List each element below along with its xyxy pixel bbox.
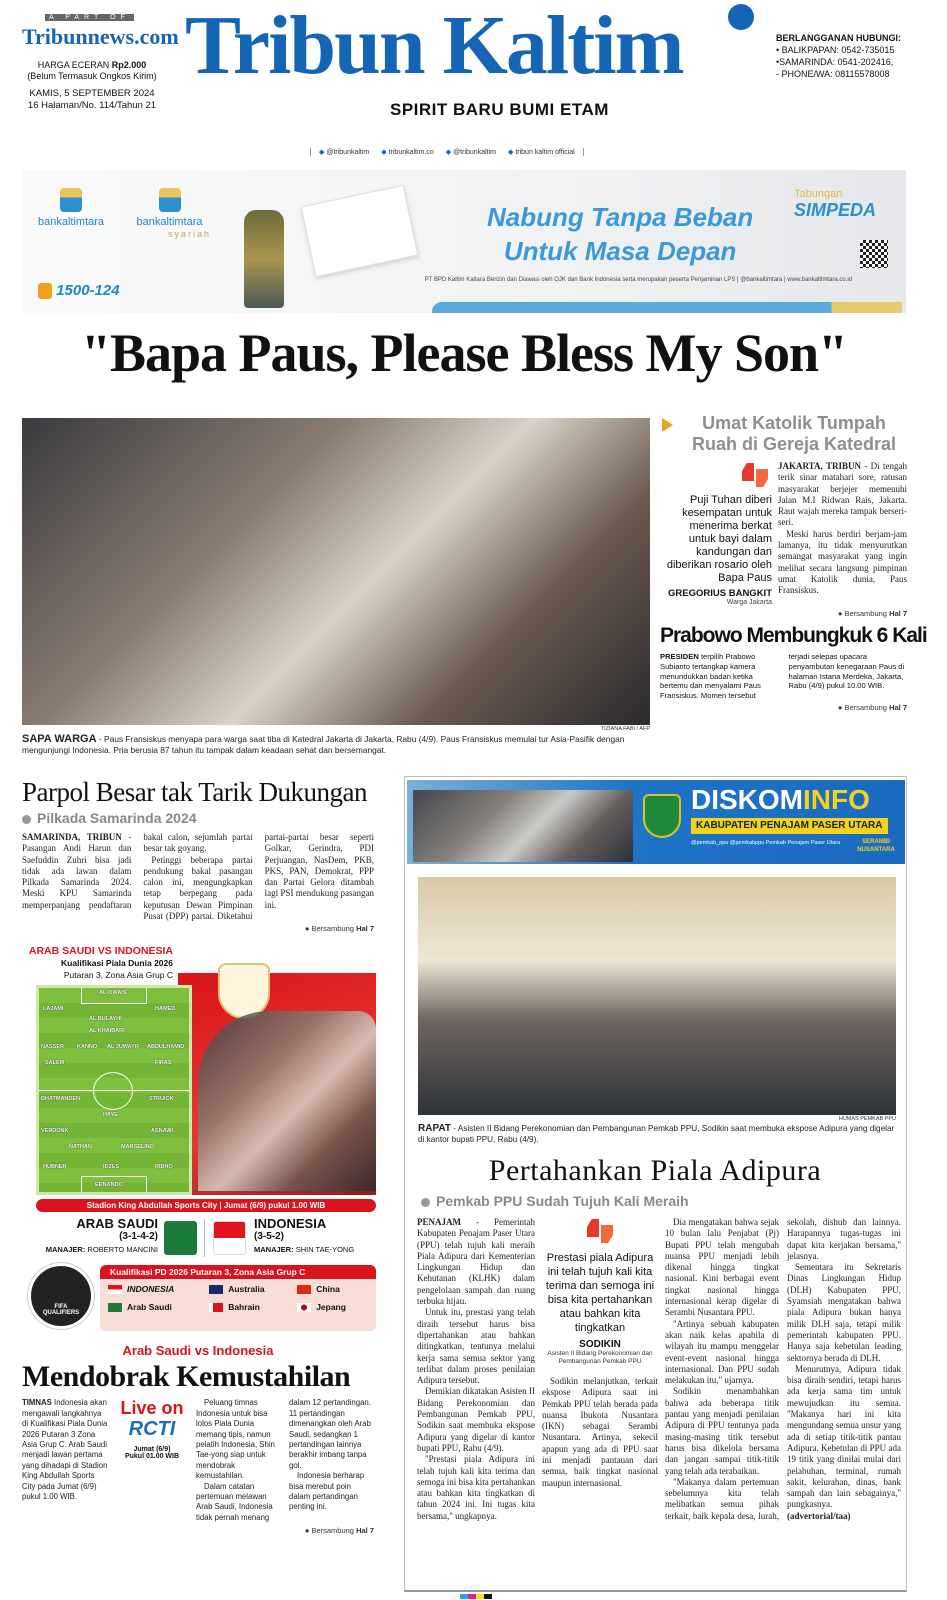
paragraph: - Pemerintah Kabupaten Penajam Paser Utara (PPU) telah tujuh kali meraih Piala Adipura dari Kementerian Lingkungan Hidup dan Kehutanan (KLHK) dalam pengelolaan sampah dan ruang terbuka hijau. (417, 1217, 535, 1307)
caption-text: - Paus Fransiskus menyapa para warga saat tiba di Katedral Jakarta di Jakarta, Rabu (4/9). Paus Fransiskus memulai tur Asia-Pasifik dengan mengunjungi Indonesia. Pria berusia 87 tahun itu tampak dalam keadaan sehat dan bersemangat. (22, 734, 625, 755)
masthead (0, 0, 947, 165)
lead-headline[interactable]: "Bapa Paus, Please Bless My Son" (80, 323, 848, 383)
adipura-headline: Pertahankan Piala Adipura (488, 1154, 822, 1187)
match-subtitle: Kualifikasi Piala Dunia 2026 (61, 958, 173, 969)
ad-disclaimer: PT BPD Kaltim Kaltara Berizin dan Diawasi oleh OJK dan Bank Indonesia serta merupakan peserta Penjaminan LPS | @bankaltimtara | www.bankaltimtara.co.id (424, 277, 852, 283)
social-bar (310, 148, 584, 156)
divider (204, 1219, 205, 1257)
price-value: Rp2.000 (111, 60, 147, 70)
flag-icon (209, 1303, 223, 1312)
ad-social: @bankaltimtara (740, 277, 783, 283)
team-formation: (3-5-2) (254, 1231, 285, 1243)
bullet-icon (421, 1198, 430, 1207)
flag-icon (209, 1285, 223, 1294)
simpeda-name: SIMPEDA (794, 200, 877, 220)
photo-credit: TIZIANA FABI / AFP (600, 726, 650, 732)
left-column (22, 776, 374, 1535)
parpol-body (22, 832, 374, 922)
paragraph: "Makanya dalam pertemuan sebelumnya kita telah melibatkan semua pihak terkait, baik kepala desa, lurah, sekolah, dishub dan lainnya. Harapannya tugas-tugas ini dapat kita kerjakan bersama," jelasnya. (665, 1217, 901, 1521)
prabowo-headline: Prabowo Membungkuk 6 Kali (660, 624, 927, 647)
ad-website: www.bankaltimtara.co.id (787, 277, 852, 283)
rcti-logo: RCTI (128, 1418, 176, 1441)
caption-text: - Asisten II Bidang Perekonomian dan Pembangunan Pemkab PPU, Sodikin saat membuka ekspose Adipura yang digelar di kantor bupati PPU, Rabu (4/9). (418, 1124, 895, 1144)
quote-icon (585, 1217, 615, 1247)
pull-quote (660, 461, 772, 606)
team-formation: (3-1-4-2) (119, 1231, 158, 1243)
continued-label: Bersambung (311, 924, 354, 934)
continued-label: Bersambung (844, 702, 887, 712)
bank-logo (38, 188, 104, 228)
manager-label: MANAJER: (254, 1245, 294, 1255)
social-label: @tribunkaltim (453, 149, 496, 156)
paragraph: Dia mengatakan bahwa sejak 10 bulan lalu Penjabat (Pj) Bupati PPU telah mengubah nuansa PPU menjadi lebih dikenal hingga tingkat nasional. Kini berbagai event tingkat nasional hingga internasional kerap digelar di Serambi Nusantara PPU. (665, 1217, 779, 1318)
pull-quote (542, 1217, 658, 1366)
group-table (100, 1265, 376, 1331)
player-label: AL-OWAIS (99, 990, 127, 997)
player-label: IDZES (103, 1164, 120, 1171)
match-title-text: ARAB SAUDI VS INDONESIA (28, 945, 173, 958)
quote-name: SODIKIN (579, 1339, 621, 1350)
player-label: DHATMANDEN (41, 1096, 81, 1103)
price-label: HARGA ECERAN (37, 60, 110, 70)
continued-link[interactable]: ● Bersambung Hal 7 (837, 609, 907, 618)
group-title: Kualifikasi PD 2026 Putaran 3, Zona Asia Grup C (100, 1265, 376, 1279)
katolik-story[interactable] (660, 413, 907, 618)
ad-headline (487, 200, 753, 268)
quote-role: Warga Jakarta (726, 599, 772, 606)
continued-label: Bersambung (311, 1526, 354, 1536)
flag-icon (108, 1303, 122, 1312)
player-label: ABDULHAMID (147, 1044, 185, 1051)
parpol-story[interactable] (22, 776, 374, 933)
social-icon: ◆ (445, 149, 452, 156)
social-icon: ◆ (319, 149, 325, 156)
live-date: Jumat (6/9) (133, 1446, 171, 1454)
team-manager (18, 1243, 158, 1256)
bank-logo-sub: syariah (168, 229, 212, 239)
mendobrak-story[interactable] (22, 1343, 374, 1535)
katolik-body (778, 461, 907, 606)
player-label: NASSER (41, 1044, 64, 1051)
subscription-title: BERLANGGANAN HUBUNGI: (776, 33, 901, 43)
signoff: (advertorial/taa) (787, 1510, 851, 1521)
price-note: (Belum Termasuk Ongkos Kirim) (27, 71, 157, 81)
kicker-text: Pilkada Samarinda 2024 (37, 810, 197, 826)
right-column (660, 413, 927, 712)
brand-part: DISKOM (691, 784, 803, 815)
quote-icon (740, 461, 770, 491)
adipura-kicker (421, 1193, 689, 1209)
adipura-col1 (417, 1217, 535, 1522)
continued-page: Hal 7 (356, 1526, 374, 1536)
paragraph: Indonesia akan mengawali langkahnya di Kualifikasi Piala Dunia 2026 Putaran 3 Zona Asia Grup C. Arab Saudi menjadi lawan pertama yang dihadapi di Stadion King Abdullah Sports City pada Jumat (6/9) pukul 1.00 WIB. (22, 1398, 108, 1502)
subscription-info (776, 32, 901, 80)
group-team (108, 1302, 209, 1312)
lead-word: TIMNAS (22, 1398, 52, 1408)
kicker-text: Pemkab PPU Sudah Tujuh Kali Meraih (436, 1193, 689, 1209)
manager-name: ROBERTO MANCINI (87, 1245, 158, 1255)
photo-credit: HUMAS PEMKAB PPU (838, 1116, 896, 1122)
katolik-headline-row (660, 413, 907, 455)
flag-icon (297, 1285, 311, 1294)
live-time: Pukul 01.00 WIB (124, 1453, 180, 1461)
continued-page: Hal 7 (889, 702, 907, 712)
social-youtube[interactable] (508, 148, 575, 156)
group-team (297, 1302, 372, 1312)
continued-link[interactable]: ● Bersambung Hal 7 (837, 702, 907, 712)
price (22, 60, 162, 82)
pope-photo[interactable] (22, 418, 650, 725)
group-team (297, 1284, 372, 1294)
paragraph: Peluang timnas Indonesia untuk bisa lolos Piala Dunia memang tipis, namun pelatih Indonesia, Shin Tae-yong siap untuk mendobrak kemustahilan. (196, 1398, 275, 1481)
player-label: HAYE (103, 1112, 118, 1119)
quote-name: GREGORIUS BANGKIT (668, 588, 772, 599)
paragraph: Sodikin menambahkan bahwa ada beberapa titik pantau yang menjadi penilaian Adipura di PPU tentunya pada masing-masing titik tersebut harus bisa dikelola bersama dan jangan sampai titik-titik yang telah ada terabaikan. (665, 1386, 779, 1476)
quote-role: Asisten II Bidang Perekonomian dan Pembangunan Pemkab PPU (547, 1350, 653, 1365)
brand-part: INFO (803, 784, 870, 815)
serambi-badge: SERAMBI NUSANTARA (857, 839, 895, 853)
diskominfo-advertorial[interactable] (404, 776, 907, 1592)
subscription-line: - PHONE/WA: 08115578008 (776, 69, 890, 79)
edition-info: 16 Halaman/No. 114/Tahun 21 (27, 100, 157, 111)
continued-link[interactable]: ● Bersambung Hal 7 (304, 1526, 374, 1536)
adipura-body (417, 1217, 901, 1522)
bank-logo-text: bankaltimtara (38, 216, 105, 228)
dateline: JAKARTA, TRIBUN (778, 461, 861, 471)
player-label: FIRAS (155, 1060, 172, 1067)
parpol-headline: Parpol Besar tak Tarik Dukungan (22, 777, 368, 807)
prabowo-body (660, 652, 907, 701)
diskominfo-brand (691, 784, 870, 816)
mendobrak-headline: Mendobrak Kemustahilan (22, 1360, 351, 1394)
kg-logo-icon (728, 4, 754, 30)
team-label: Bahrain (228, 1302, 260, 1313)
indonesia-flag-icon (213, 1221, 246, 1255)
bank-logo-icon (60, 188, 82, 212)
caption-label: RAPAT (418, 1123, 451, 1134)
phone-number: 1500-124 (56, 282, 120, 299)
qr-code-icon[interactable] (860, 240, 888, 268)
player-label: ERNANDO (95, 1182, 123, 1189)
paragraph: Demikian dikatakan Asisten II Bidang Perekonomian dan Pembangunan Pemkab PPU, Sodikin saat membuka ekspose Adipura yang digelar di kantor bupati PPU, Rabu (4/9). (417, 1386, 535, 1453)
player-label: HUBNER (43, 1164, 67, 1171)
lead-word: PRESIDEN (660, 652, 699, 661)
disclaimer-text: PT BPD Kaltim Kaltara Berizin dan Diawasi oleh OJK dan Bank Indonesia serta merupakan peserta Penjaminan LPS (424, 277, 736, 283)
fifa-qualifiers-badge: FIFA QUALIFIERS (28, 1263, 94, 1329)
part-of-label: A PART OF (45, 14, 134, 21)
team-label: China (316, 1284, 340, 1295)
player-label: MARSELINO (121, 1144, 154, 1151)
adipura-col3-4 (665, 1217, 901, 1522)
player-label: AL BULAYHI (89, 1016, 122, 1023)
player-label: ASNAWI (151, 1128, 173, 1135)
paragraph: Dalam catatan pertemuan melawan Arab Saudi, Indonesia tidak pernah menang dalam 12 pertandingan. 11 pertandingan dimenangkan oleh Arab Saudi, sedangkan 1 pertandingan lainnya berakhir imbang tanpa gol. (196, 1398, 371, 1522)
player-label: HAMED (155, 1006, 176, 1013)
paragraph: Sementara itu Sekretaris Dinas Lingkungan Hidup (DLH) Kabupaten PPU, Syamsiah mengatakan bahwa piala Adipura bukan hanya milik DLH saja, tetapi milik pemerintah kabupaten PPU. Hanya saja kebetulan leading sektornya berada di DLH. (787, 1262, 901, 1363)
paragraph: - Di tengah terik sinar matahari sore, ratusan masyarakat berjejer memenuhi Jalan M.I Ridwan Rais, Jakarta. Raut wajah mereka tampak berseri-seri. (778, 461, 907, 528)
match-subtitle: Putaran 3, Zona Asia Grup C (63, 970, 173, 981)
paragraph: "Artinya sebuah kabupaten akan naik kelas apabila di wilayah itu mampu menggelar event-event nasional hingga internasional. Dan PPU sudah melakukan itu," ujarnya. (665, 1318, 779, 1386)
player-label: AL KHAIBARI (89, 1028, 125, 1035)
live-label: Live on (120, 1398, 184, 1419)
live-on-box (115, 1398, 189, 1523)
paragraph: Sodikin melanjutkan, terkait ekspose Adipura saat ini Pemkab PPU telah berada pada nuansa Ibukota Nusantara (IKN) sebagai Serambi Nusantara. Artinya, sekecil apapun yang ada di PPU saat ini menjadi pantauan dari semua, baik tingkat nasional maupun internasional. (542, 1376, 658, 1488)
issue-date: KAMIS, 5 SEPTEMBER 2024 (29, 88, 155, 99)
flag-icon (297, 1303, 311, 1312)
mendobrak-kicker: Arab Saudi vs Indonesia (122, 1343, 274, 1359)
paragraph: Indonesia berharap bisa merebut poin dalam pertandingan penting ini. (289, 1471, 365, 1512)
paragraph: - Pasangan Andi Harun dan Saefuddin Zuhri bisa jadi tidak ada lawan dalam Pilkada Samarinda 2024. Meski KPU Samarinda memperpanjang pendaftaran bakal calon, sejumlah partai besar tak goyang. (22, 832, 253, 910)
player-label: VERDONK (41, 1128, 69, 1135)
players-photo (198, 1011, 376, 1191)
team-label: INDONESIA (127, 1284, 175, 1295)
subscription-line: • BALIKPAPAN: 0542-735015 (776, 45, 895, 55)
bank-advertisement[interactable] (22, 170, 906, 313)
bank-logo-text: bankaltimtara (136, 216, 203, 228)
continued-link[interactable]: ● Bersambung Hal 7 (304, 924, 374, 934)
quote-text: Prestasi piala Adipura ini telah tujuh kali kita terima dan semoga ini bisa kita pertahankan atau bahkan kita tingkatkan (545, 1252, 655, 1334)
team-saudi (18, 1217, 158, 1256)
caption-label: SAPA WARGA (22, 733, 97, 745)
social-icon: ◆ (381, 149, 387, 156)
lineup-pitch (36, 985, 192, 1195)
team-name: ARAB SAUDI (76, 1216, 158, 1232)
mendobrak-col-rest (196, 1398, 374, 1523)
paragraph: terpilih Prabowo Subianto tertangkap kamera menundukkan badan ketika bertemu dan menyalami Paus Fransiskus. Momen tersebut terjadi selepas upacara penyambutan kenegaraan Paus di halaman Istana Merdeka, Jakarta, Rabu (4/9) pukul 10.00 WIB. (660, 652, 905, 701)
match-infographic[interactable] (18, 941, 386, 1337)
paragraph: Petinggi beberapa partai pendukung bakal pasangan calon ini, mengungkapkan tetap berpegang pada keputusan Dewan Pimpinan Pusat (DPP) partai. Diketahui partai-partai besar seperti Golkar, Gerindra, PDI Perjuangan, NasDem, PKB, PKS, PAN, Demokrat, PPP dan Partai Gelora ditambah lagi PSI mendukung pasangan ini. (143, 832, 374, 922)
bank-syariah-logo (128, 188, 211, 240)
simpeda-small: Tabungan (794, 188, 843, 200)
saudi-flag-icon (164, 1221, 197, 1255)
dateline: PENAJAM (417, 1217, 461, 1227)
social-label: tribunkaltim.co (388, 149, 434, 156)
social-icon: ◆ (507, 149, 514, 156)
manager-label: MANAJER: (45, 1245, 86, 1255)
play-triangle-icon (662, 418, 673, 432)
mendobrak-col1 (22, 1398, 108, 1523)
social-twitter[interactable] (319, 148, 369, 156)
player-label: LAJAMI (43, 1006, 64, 1013)
group-team (209, 1302, 297, 1312)
subscription-line: •SAMARINDA: 0541-202416, (776, 57, 894, 67)
savings-card-image (301, 185, 419, 277)
team-manager (254, 1243, 354, 1256)
continued-page: Hal 7 (356, 924, 374, 934)
paragraph: Untuk itu, prestasi yang telah diraih tersebut harus bisa dipertahankan atau bahkan ditingkatkan, tentunya melalui kerja sama semua sektor yang terlibat dalam proses penilaian Adipura tersebut. (417, 1307, 535, 1386)
quote-text: Puji Tuhan diberi kesempatan untuk menerima berkat untuk bayi dalam kandungan dan diberikan rosario oleh Bapa Paus (666, 494, 772, 584)
bullet-icon (22, 815, 31, 824)
venue-banner: Stadion King Abdullah Sports City | Jumat (6/9) pukul 1.00 WIB (36, 1199, 376, 1212)
dateline: SAMARINDA, TRIBUN (22, 832, 122, 842)
mendobrak-body (22, 1398, 374, 1523)
ad-headline-line: Nabung Tanpa Beban (487, 202, 754, 232)
player-label: AL JUWAYR (107, 1044, 139, 1051)
flag-icon (108, 1285, 122, 1294)
registration-marks (460, 1594, 492, 1599)
ad-stripe (432, 302, 902, 313)
simpeda-logo (794, 186, 876, 218)
continued-label: Bersambung (844, 609, 887, 618)
katolik-row (660, 461, 907, 606)
center-circle (93, 1072, 133, 1110)
match-title (18, 945, 173, 981)
adipura-col2 (542, 1217, 658, 1522)
manager-name: SHIN TAE-YONG (295, 1245, 355, 1255)
ppu-emblem-icon (643, 794, 681, 838)
group-team (209, 1284, 297, 1294)
group-teams (100, 1279, 376, 1312)
social-label: tribun kaltim official (515, 149, 575, 156)
group-team (108, 1284, 209, 1294)
paragraph: Meski harus berdiri berjam-jam lamanya, itu tidak menyurutkan semangat masyarakat yang ingin melihat secara langsung pimpinan umat Katolik dunia, Paus Fransiskus. (778, 528, 907, 596)
paragraph: "Prestasi piala Adipura ini telah tujuh kali kita terima dan semoga ini bisa kita pertahankan atau bahkan kita tingkatkan di tahun 2024 ini. Ini tugas kita bersama," ungkapnya. (417, 1454, 535, 1521)
player-label: NATHAN (69, 1144, 92, 1151)
ad-headline-line: Untuk Masa Depan (503, 236, 737, 266)
lantern-image (244, 210, 284, 308)
team-indonesia (254, 1217, 354, 1256)
adipura-col2-text (542, 1376, 658, 1489)
social-label: @tribunkaltim (326, 149, 370, 156)
diskominfo-banner (407, 780, 905, 864)
region-label: KABUPATEN PENAJAM PASER UTARA (691, 818, 888, 834)
tribunnews-logo: Tribunnews.com (22, 24, 179, 49)
player-label: STRUICK (149, 1096, 174, 1103)
lead-caption (22, 734, 652, 756)
continued-page: Hal 7 (889, 609, 907, 618)
meeting-caption (418, 1124, 898, 1145)
team-label: Australia (228, 1284, 265, 1295)
player-label: SALEM (45, 1060, 65, 1067)
team-label: Arab Saudi (127, 1302, 172, 1313)
player-label: KANNO (77, 1044, 98, 1051)
bank-logo-icon (159, 188, 181, 212)
team-name: INDONESIA (254, 1216, 327, 1232)
prabowo-story[interactable] (660, 624, 927, 712)
player-label: RIDHO (155, 1164, 173, 1171)
social-instagram[interactable] (446, 148, 496, 156)
social-website[interactable] (381, 148, 433, 156)
bank-phone[interactable] (38, 282, 120, 299)
diskominfo-social: @pemkab_ppu @pemkabppu Pemkab Penajam Paser Utara (691, 840, 841, 846)
parpol-kicker (22, 810, 374, 826)
team-label: Jepang (316, 1302, 346, 1313)
katolik-headline: Umat Katolik Tumpah Ruah di Gereja Katedral (691, 413, 897, 454)
newspaper-title: Tribun Kaltim (185, 0, 683, 92)
paragraph: Menurutnya, Adipura tidak bisa diraih sendiri, tetapi harus ada kerja sama tim untuk mewujudkan itu semua. "Makanya hari ini kita mengundang semua unsur yang ada di setiap titik-titik pantau Adipura. Kebetulan di PPU ada 19 titik yang dinilai mulai dari pelabuhan, terminal, rumah sakit, kelurahan, dinas, bank sampah dan lain sebagainya," pungkasnya. (787, 1363, 901, 1510)
phone-icon (38, 283, 52, 299)
meeting-photo[interactable] (418, 877, 896, 1115)
tagline: SPIRIT BARU BUMI ETAM (390, 100, 609, 119)
officials-photo (413, 790, 633, 862)
